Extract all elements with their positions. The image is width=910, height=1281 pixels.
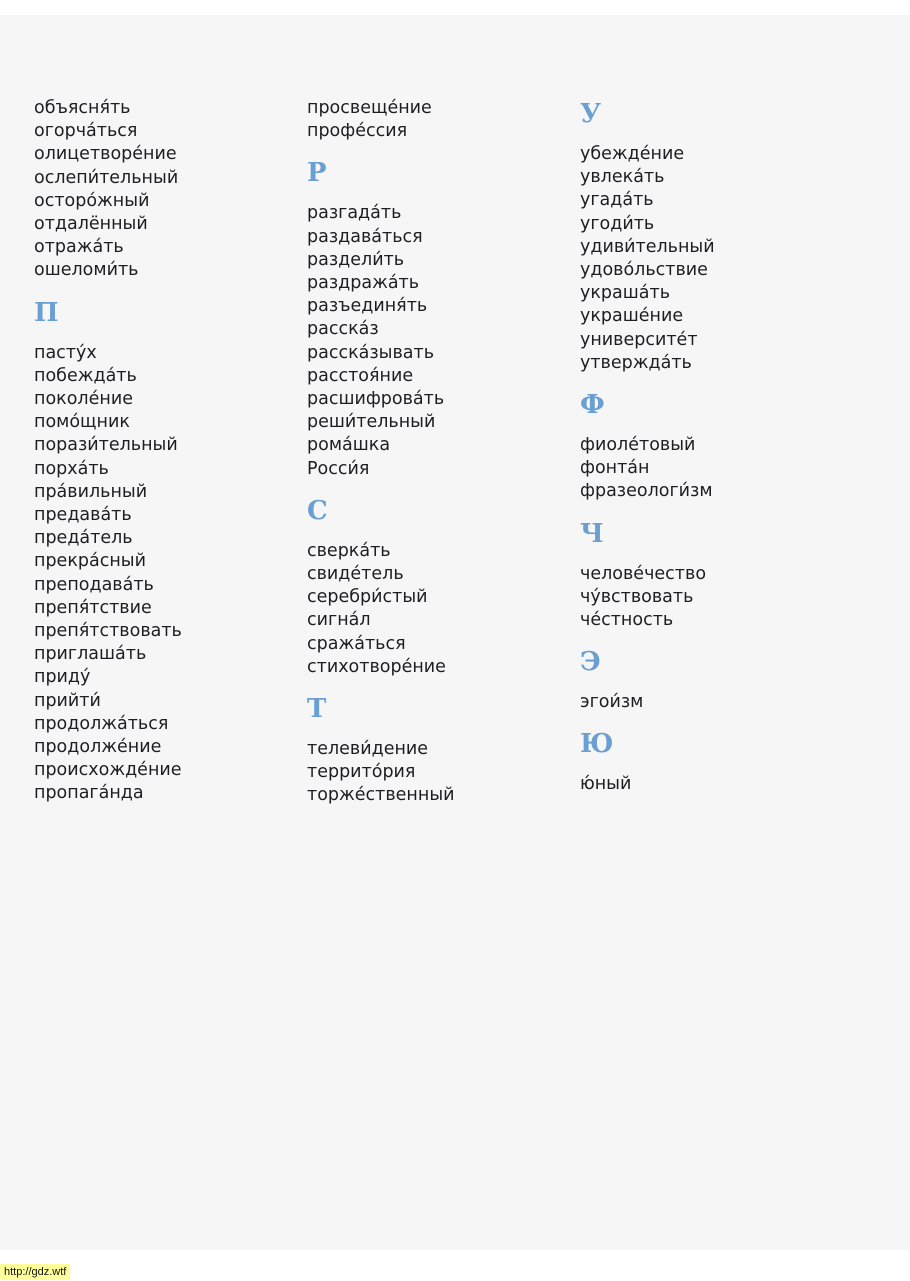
dictionary-word: сверка́ть bbox=[307, 540, 391, 561]
dictionary-word: раздава́ться bbox=[307, 226, 423, 247]
section-letter: Ф bbox=[580, 390, 605, 421]
dictionary-word: приглаша́ть bbox=[34, 644, 147, 665]
dictionary-word: сража́ться bbox=[307, 633, 406, 654]
dictionary-word: ю́ный bbox=[580, 774, 632, 795]
dictionary-word: преподава́ть bbox=[34, 574, 154, 595]
dictionary-word: украше́ние bbox=[580, 306, 684, 327]
dictionary-word: пасту́х bbox=[34, 342, 97, 363]
dictionary-word: убежде́ние bbox=[580, 144, 685, 164]
dictionary-word: препя́тствовать bbox=[34, 621, 182, 642]
dictionary-word: свиде́тель bbox=[307, 564, 404, 585]
dictionary-word: телеви́дение bbox=[307, 739, 429, 760]
dictionary-word: увлека́ть bbox=[580, 167, 665, 188]
section-letter: С bbox=[307, 495, 328, 526]
dictionary-word: порха́ть bbox=[34, 458, 109, 479]
dictionary-word: пропага́нда bbox=[34, 783, 144, 804]
dictionary-word: расстоя́ние bbox=[307, 365, 414, 386]
dictionary-word: продолже́ние bbox=[34, 737, 162, 758]
dictionary-word: разгада́ть bbox=[307, 203, 402, 224]
dictionary-word: разъединя́ть bbox=[307, 296, 428, 317]
dictionary-word: прийти́ bbox=[34, 690, 101, 711]
dictionary-word: эгои́зм bbox=[580, 692, 644, 713]
dictionary-word: чу́вствовать bbox=[580, 586, 694, 607]
dictionary-word: раздели́ть bbox=[307, 249, 405, 270]
dictionary-word: украша́ть bbox=[580, 283, 671, 304]
dictionary-word: сигна́л bbox=[307, 610, 371, 631]
source-link[interactable]: http://gdz.wtf bbox=[0, 1264, 70, 1280]
dictionary-word: продолжа́ться bbox=[34, 713, 169, 734]
dictionary-word: удово́льствие bbox=[580, 260, 708, 281]
dictionary-word: расска́зывать bbox=[307, 342, 435, 363]
dictionary-page bbox=[0, 15, 910, 1250]
dictionary-word: профе́ссия bbox=[307, 121, 408, 142]
column-1 bbox=[34, 97, 304, 806]
dictionary-word: расска́з bbox=[307, 319, 379, 340]
dictionary-word: стихотворе́ние bbox=[307, 656, 446, 677]
dictionary-word: просвеще́ние bbox=[307, 98, 432, 118]
dictionary-word: террито́рия bbox=[307, 762, 416, 783]
dictionary-word: фонта́н bbox=[580, 458, 650, 479]
dictionary-word: отдалённый bbox=[34, 214, 148, 235]
dictionary-word: отража́ть bbox=[34, 237, 124, 258]
section-letter: П bbox=[34, 297, 59, 328]
section-letter: Ю bbox=[580, 729, 614, 760]
dictionary-word: фиоле́товый bbox=[580, 435, 696, 456]
section-letter: Ч bbox=[580, 518, 604, 549]
dictionary-word: ослепи́тельный bbox=[34, 167, 179, 188]
dictionary-word: утвержда́ть bbox=[580, 352, 692, 373]
dictionary-word: происхожде́ние bbox=[34, 760, 182, 781]
dictionary-word: объясня́ть bbox=[34, 98, 131, 118]
dictionary-word: порази́тельный bbox=[34, 435, 178, 456]
dictionary-word: рома́шка bbox=[307, 435, 391, 456]
section-letter: Э bbox=[580, 647, 601, 678]
column-2 bbox=[307, 97, 577, 808]
dictionary-word: осторо́жный bbox=[34, 190, 150, 211]
dictionary-word: че́стность bbox=[580, 610, 674, 631]
dictionary-word: угоди́ть bbox=[580, 213, 655, 234]
section-letter: У bbox=[580, 99, 602, 129]
dictionary-word: расшифрова́ть bbox=[307, 389, 445, 410]
dictionary-word: предава́ть bbox=[34, 505, 132, 526]
dictionary-word: угада́ть bbox=[580, 190, 654, 211]
column-3 bbox=[580, 97, 850, 797]
dictionary-word: раздража́ть bbox=[307, 273, 420, 294]
dictionary-word: преда́тель bbox=[34, 528, 133, 549]
dictionary-word: препя́тствие bbox=[34, 597, 152, 618]
dictionary-word: торже́ственный bbox=[307, 785, 455, 806]
dictionary-word: огорча́ться bbox=[34, 121, 138, 142]
dictionary-word: реши́тельный bbox=[307, 412, 436, 433]
dictionary-word: челове́чество bbox=[580, 563, 707, 584]
dictionary-word: пра́вильный bbox=[34, 481, 148, 502]
dictionary-word: помо́щник bbox=[34, 412, 130, 433]
dictionary-word: серебри́стый bbox=[307, 587, 428, 608]
dictionary-word: прекра́сный bbox=[34, 551, 146, 572]
dictionary-word: поколе́ние bbox=[34, 389, 133, 410]
dictionary-word: приду́ bbox=[34, 667, 91, 688]
dictionary-word: побежда́ть bbox=[34, 365, 137, 386]
dictionary-word: ошеломи́ть bbox=[34, 260, 139, 281]
dictionary-word: олицетворе́ние bbox=[34, 144, 177, 165]
dictionary-word: Росси́я bbox=[307, 458, 370, 479]
dictionary-word: фразеологи́зм bbox=[580, 481, 713, 502]
dictionary-word: университе́т bbox=[580, 329, 698, 350]
dictionary-word: удиви́тельный bbox=[580, 236, 715, 257]
section-letter: Р bbox=[307, 158, 327, 189]
section-letter: Т bbox=[307, 694, 327, 725]
